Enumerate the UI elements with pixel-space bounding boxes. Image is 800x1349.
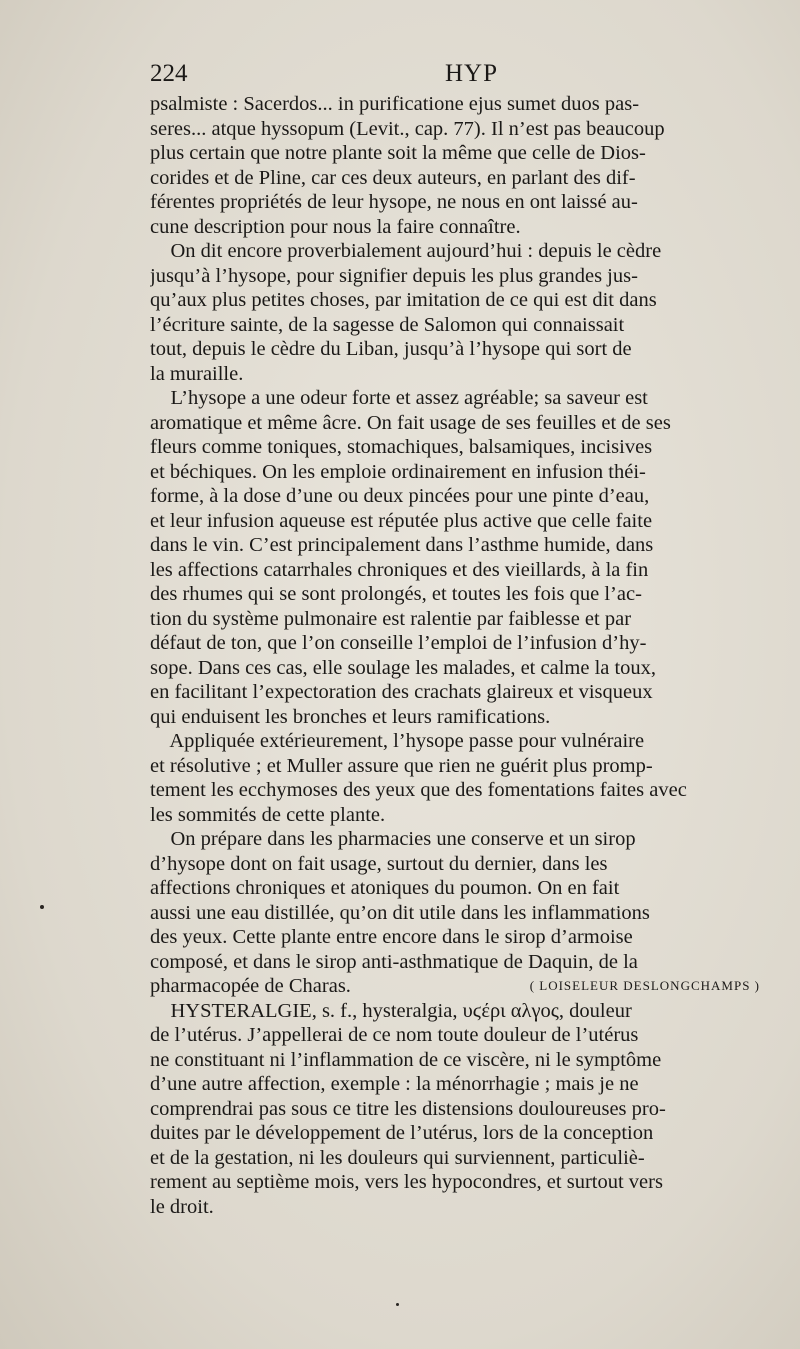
text-line xyxy=(150,484,778,509)
text-line xyxy=(150,1146,778,1171)
text-line-content: tout, depuis le cèdre du Liban, jusqu’à l’hysope qui sort de xyxy=(150,338,632,360)
text-line xyxy=(150,582,778,607)
text-line-content: d’une autre affection, exemple : la ménorrhagie ; mais je ne xyxy=(150,1073,639,1095)
page-header xyxy=(150,60,778,90)
text-line-content: fleurs comme toniques, stomachiques, balsamiques, incisives xyxy=(150,436,653,458)
text-line xyxy=(150,631,778,656)
text-line xyxy=(150,607,778,632)
body-text xyxy=(150,92,778,1219)
text-line xyxy=(150,386,778,411)
text-line xyxy=(150,435,778,460)
text-line xyxy=(150,313,778,338)
text-line xyxy=(150,876,778,901)
text-line-content: plus certain que notre plante soit la même que celle de Dios- xyxy=(150,142,646,164)
text-line-content: défaut de ton, que l’on conseille l’emploi de l’infusion d’hy- xyxy=(150,632,647,654)
text-line xyxy=(150,925,778,950)
text-line xyxy=(150,533,778,558)
text-line-content: forme, à la dose d’une ou deux pincées pour une pinte d’eau, xyxy=(150,485,650,507)
text-line-content: le droit. xyxy=(150,1195,214,1218)
text-line xyxy=(150,729,778,754)
text-line-content: tement les ecchymoses des yeux que des fomentations faites avec xyxy=(150,779,687,801)
text-line-content: corides et de Pline, car ces deux auteurs, en parlant des dif- xyxy=(150,166,636,189)
text-line-content: l’écriture sainte, de la sagesse de Salomon qui connaissait xyxy=(150,313,625,336)
text-line xyxy=(150,92,778,117)
text-line xyxy=(150,680,778,705)
text-line xyxy=(150,239,778,264)
text-line xyxy=(150,460,778,485)
text-line xyxy=(150,166,778,191)
text-line-content: aussi une eau distillée, qu’on dit utile dans les inflammations xyxy=(150,901,650,924)
text-line xyxy=(150,1048,778,1073)
text-line xyxy=(150,974,778,999)
text-line-content: et résolutive ; et Muller assure que rien ne guérit plus promp- xyxy=(150,754,653,777)
text-line xyxy=(150,901,778,926)
text-line-content: d’hysope dont on fait usage, surtout du dernier, dans les xyxy=(150,852,608,875)
text-line xyxy=(150,264,778,289)
text-line-content: Appliquée extérieurement, l’hysope passe pour vulnéraire xyxy=(150,730,645,752)
text-line xyxy=(150,288,778,313)
running-head: HYP xyxy=(445,60,499,87)
text-line xyxy=(150,558,778,583)
text-line xyxy=(150,999,778,1024)
text-line-content: ne constituant ni l’inflammation de ce viscère, ni le symptôme xyxy=(150,1048,662,1071)
text-line-content: aromatique et même âcre. On fait usage de ses feuilles et de ses xyxy=(150,411,671,434)
text-line-content: des rhumes qui se sont prolongés, et toutes les fois que l’ac- xyxy=(150,583,642,605)
text-line xyxy=(150,117,778,142)
text-line xyxy=(150,1023,778,1048)
text-line xyxy=(150,141,778,166)
text-line-content: seres... atque hyssopum (Levit., cap. 77). Il n’est pas beaucoup xyxy=(150,117,665,140)
text-line xyxy=(150,950,778,975)
text-line-content: et béchiques. On les emploie ordinairement en infusion théi- xyxy=(150,460,646,483)
text-line xyxy=(150,852,778,877)
text-line xyxy=(150,803,778,828)
text-line-content: de l’utérus. J’appellerai de ce nom toute douleur de l’utérus xyxy=(150,1024,639,1046)
text-line-content: On prépare dans les pharmacies une conserve et un sirop xyxy=(150,828,636,850)
text-line-content: composé, et dans le sirop anti-asthmatique de Daquin, de la xyxy=(150,950,638,973)
text-line-content: les sommités de cette plante. xyxy=(150,803,386,826)
text-line-content: jusqu’à l’hysope, pour signifier depuis les plus grandes jus- xyxy=(150,264,638,287)
text-line-content: duites par le développement de l’utérus, lors de la conception xyxy=(150,1122,654,1144)
text-line-content: pharmacopée de Charas. xyxy=(150,975,351,997)
text-line-content: affections chroniques et atoniques du poumon. On en fait xyxy=(150,877,620,899)
text-line xyxy=(150,827,778,852)
text-line-content: les affections catarrhales chroniques et des vieillards, à la fin xyxy=(150,558,649,581)
text-line-content: comprendrai pas sous ce titre les distensions douloureuses pro- xyxy=(150,1097,666,1120)
text-line-content: cune description pour nous la faire connaître. xyxy=(150,215,521,238)
text-line xyxy=(150,1170,778,1195)
text-line xyxy=(150,215,778,240)
ink-speck xyxy=(396,1303,399,1306)
text-line xyxy=(150,1195,778,1220)
text-line-content: psalmiste : Sacerdos... in purificatione ejus sumet duos pas- xyxy=(150,93,640,115)
text-line-content: et de la gestation, ni les douleurs qui surviennent, particuliè- xyxy=(150,1146,645,1169)
text-line xyxy=(150,1121,778,1146)
text-line xyxy=(150,1097,778,1122)
text-line-content: tion du système pulmonaire est ralentie par faiblesse et par xyxy=(150,607,632,630)
page-number: 224 xyxy=(150,60,188,87)
text-line-content: la muraille. xyxy=(150,362,244,385)
text-line xyxy=(150,337,778,362)
text-line-content: HYSTERALGIE, s. f., hysteralgia, υϛέρι αλγος, douleur xyxy=(150,999,632,1022)
author-signature: ( LOISELEUR DESLONGCHAMPS ) xyxy=(529,978,760,993)
text-line xyxy=(150,509,778,534)
text-line-content: et leur infusion aqueuse est réputée plus active que celle faite xyxy=(150,509,653,532)
text-line xyxy=(150,362,778,387)
text-line-content: sope. Dans ces cas, elle soulage les malades, et calme la toux, xyxy=(150,656,657,679)
text-line xyxy=(150,1072,778,1097)
text-line xyxy=(150,656,778,681)
text-line xyxy=(150,705,778,730)
text-line-content: dans le vin. C’est principalement dans l’asthme humide, dans xyxy=(150,534,654,556)
text-line-content: en facilitant l’expectoration des crachats glaireux et visqueux xyxy=(150,681,653,703)
text-line-content: On dit encore proverbialement aujourd’hui : depuis le cèdre xyxy=(150,240,662,262)
text-line-content: L’hysope a une odeur forte et assez agréable; sa saveur est xyxy=(150,387,648,409)
text-line-content: qu’aux plus petites choses, par imitation de ce qui est dit dans xyxy=(150,289,657,311)
text-line xyxy=(150,778,778,803)
text-line xyxy=(150,754,778,779)
text-line xyxy=(150,411,778,436)
text-line-content: rement au septième mois, vers les hypocondres, et surtout vers xyxy=(150,1171,663,1193)
text-line-content: des yeux. Cette plante entre encore dans le sirop d’armoise xyxy=(150,926,633,948)
ink-speck xyxy=(40,905,44,909)
text-line-content: férentes propriétés de leur hysope, ne nous en ont laissé au- xyxy=(150,191,638,213)
text-line xyxy=(150,190,778,215)
text-line-content: qui enduisent les bronches et leurs ramifications. xyxy=(150,705,551,728)
